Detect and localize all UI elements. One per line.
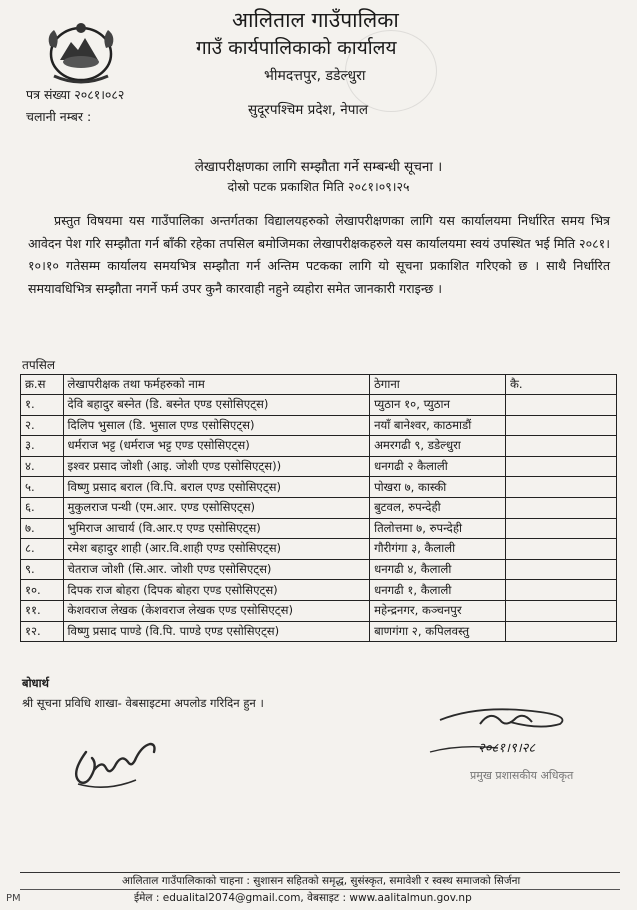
cell-remarks bbox=[506, 456, 617, 477]
cell-serial: १२. bbox=[21, 621, 64, 642]
cell-address: नयाँ बानेश्वर, काठमाडौं bbox=[370, 415, 506, 436]
office-name: गाउँ कार्यपालिकाको कार्यालय bbox=[196, 37, 397, 59]
table-body bbox=[21, 395, 617, 642]
corner-mark: PM bbox=[6, 893, 21, 904]
table-row bbox=[21, 600, 617, 621]
header-remarks: कै. bbox=[506, 375, 617, 395]
cell-remarks bbox=[506, 477, 617, 498]
cell-address: धनगढी १, कैलाली bbox=[370, 580, 506, 601]
table-row bbox=[21, 621, 617, 642]
header-serial: क्र.स bbox=[21, 375, 64, 395]
footer-motto: आलिताल गाउँपालिकाको चाहना : सुशासन सहितको समृद्ध, सुसंस्कृत, समावेशी र स्वस्थ समाजको सिर्जना bbox=[122, 875, 521, 887]
cell-serial: ९. bbox=[21, 559, 64, 580]
cell-remarks bbox=[506, 559, 617, 580]
cell-serial: ७. bbox=[21, 518, 64, 539]
cell-serial: ६. bbox=[21, 497, 64, 518]
cell-auditor-name: केशवराज लेखक (केशवराज लेखक एण्ड एसोसिएट्स) bbox=[63, 600, 370, 621]
cell-remarks bbox=[506, 436, 617, 457]
nepal-government-emblem-icon bbox=[40, 16, 122, 86]
cell-serial: २. bbox=[21, 415, 64, 436]
notice-body: प्रस्तुत विषयमा यस गाउँपालिका अन्तर्गतका विद्यालयहरुको लेखापरीक्षणका लागि यस कार्यालयमा निर्धारित समय भित्र आवेदन पेश गरि सम्झौता गर्न बाँकी रहेका तपसिल बमोजिमका लेखापरीक्षकहरुले यस कार्यालयमा स्वयं उपस्थित भई मिति २०८१।१०।१० गतेसम्म कार्यालय समयभित्र सम्झौता गर्न अन्तिम पटकका लागि यो सूचना प्रकाशित गरिएको छ । साथै निर्धारित समयावधिभित्र सम्झौता नगर्ने फर्म उपर कुनै कारवाही नहुने व्यहोरा समेत जानकारी गराइन्छ । bbox=[28, 213, 610, 296]
cell-serial: १. bbox=[21, 395, 64, 416]
cell-auditor-name: चेतराज जोशी (सि.आर. जोशी एण्ड एसोसिएट्स) bbox=[63, 559, 370, 580]
cell-auditor-name: दिलिप भुसाल (डि. भुसाल एण्ड एसोसिएट्स) bbox=[63, 415, 370, 436]
cell-serial: १०. bbox=[21, 580, 64, 601]
table-row bbox=[21, 497, 617, 518]
cell-remarks bbox=[506, 580, 617, 601]
cell-auditor-name: विष्णु प्रसाद बराल (वि.पि. बराल एण्ड एसोसिएट्स) bbox=[63, 477, 370, 498]
distribution-cc: श्री सूचना प्रविधि शाखा- वेबसाइटमा अपलोड गरिदिन हुन । bbox=[22, 696, 264, 710]
cell-remarks bbox=[506, 415, 617, 436]
cell-remarks bbox=[506, 621, 617, 642]
cell-address: बुटवल, रुपन्देही bbox=[370, 497, 506, 518]
cell-auditor-name: रमेश बहादुर शाही (आर.वि.शाही एण्ड एसोसिएट्स) bbox=[63, 539, 370, 560]
distribution-label: बोधार्थ bbox=[22, 676, 49, 690]
header-name: लेखापरीक्षक तथा फर्महरुको नाम bbox=[63, 375, 370, 395]
table-row bbox=[21, 539, 617, 560]
cell-remarks bbox=[506, 518, 617, 539]
cell-auditor-name: दिपक राज बोहरा (दिपक बोहरा एण्ड एसोसिएट्स) bbox=[63, 580, 370, 601]
cell-auditor-name: इश्वर प्रसाद जोशी (आइ. जोशी एण्ड एसोसिएट्स)) bbox=[63, 456, 370, 477]
handwritten-signature-left bbox=[66, 722, 162, 792]
cell-address: धनगढी ४, कैलाली bbox=[370, 559, 506, 580]
office-location: भीमदत्तपुर, डडेल्धुरा bbox=[264, 68, 366, 84]
table-caption: तपसिल bbox=[22, 358, 56, 372]
cell-address: पोखरा ७, कास्की bbox=[370, 477, 506, 498]
cell-address: अमरगढी ९, डडेल्धुरा bbox=[370, 436, 506, 457]
signatory-title: प्रमुख प्रशासकीय अधिकृत bbox=[470, 769, 574, 782]
cell-address: प्युठान १०, प्युठान bbox=[370, 395, 506, 416]
cell-address: तिलोत्तमा ७, रुपन्देही bbox=[370, 518, 506, 539]
header-address: ठेगाना bbox=[370, 375, 506, 395]
province-line: सुदूरपश्चिम प्रदेश, नेपाल bbox=[248, 102, 369, 118]
table-row bbox=[21, 477, 617, 498]
cell-remarks bbox=[506, 600, 617, 621]
footer-rule-bottom bbox=[20, 889, 620, 890]
published-date: दोस्रो पटक प्रकाशित मिति २०८१।०९।२५ bbox=[227, 179, 410, 194]
table-row bbox=[21, 436, 617, 457]
cell-address: महेन्द्रनगर, कञ्चनपुर bbox=[370, 600, 506, 621]
municipality-name: आलिताल गाउँपालिका bbox=[232, 8, 399, 32]
cell-serial: ४. bbox=[21, 456, 64, 477]
dispatch-number: चलानी नम्बर : bbox=[26, 109, 92, 124]
cell-auditor-name: देवि बहादुर बस्नेत (डि. बस्नेत एण्ड एसोसिएट्स) bbox=[63, 395, 370, 416]
footer-rule-top bbox=[20, 872, 620, 873]
table-row bbox=[21, 518, 617, 539]
cell-address: बाणगंगा २, कपिलवस्तु bbox=[370, 621, 506, 642]
cell-remarks bbox=[506, 497, 617, 518]
signature-date: २०८१।९।२८ bbox=[478, 741, 536, 756]
cell-serial: ११. bbox=[21, 600, 64, 621]
auditor-table bbox=[20, 374, 617, 642]
cell-address: धनगढी २ कैलाली bbox=[370, 456, 506, 477]
table-row bbox=[21, 580, 617, 601]
table-row bbox=[21, 559, 617, 580]
cell-serial: ८. bbox=[21, 539, 64, 560]
cell-serial: ३. bbox=[21, 436, 64, 457]
cell-auditor-name: धर्मराज भट्ट (धर्मराज भट्ट एण्ड एसोसिएट्स) bbox=[63, 436, 370, 457]
cell-auditor-name: भुमिराज आचार्य (वि.आर.ए एण्ड एसोसिएट्स) bbox=[63, 518, 370, 539]
table-row bbox=[21, 456, 617, 477]
cell-auditor-name: विष्णु प्रसाद पाण्डे (वि.पि. पाण्डे एण्ड एसोसिएट्स) bbox=[63, 621, 370, 642]
table-row bbox=[21, 415, 617, 436]
cell-remarks bbox=[506, 395, 617, 416]
cell-serial: ५. bbox=[21, 477, 64, 498]
cell-address: गौरीगंगा ३, कैलाली bbox=[370, 539, 506, 560]
notice-subject: लेखापरीक्षणका लागि सम्झौता गर्ने सम्बन्धी सूचना । bbox=[194, 159, 443, 175]
cell-remarks bbox=[506, 539, 617, 560]
letter-number: पत्र संख्या २०८१।०८२ bbox=[26, 87, 125, 102]
cell-auditor-name: मुकुलराज पन्थी (एम.आर. एण्ड एसोसिएट्स) bbox=[63, 497, 370, 518]
table-header-row bbox=[21, 375, 617, 395]
footer-contact: ईमेल : edualital2074@gmail.com, वेबसाइट : www.aalitalmun.gov.np bbox=[134, 892, 472, 904]
table-row bbox=[21, 395, 617, 416]
